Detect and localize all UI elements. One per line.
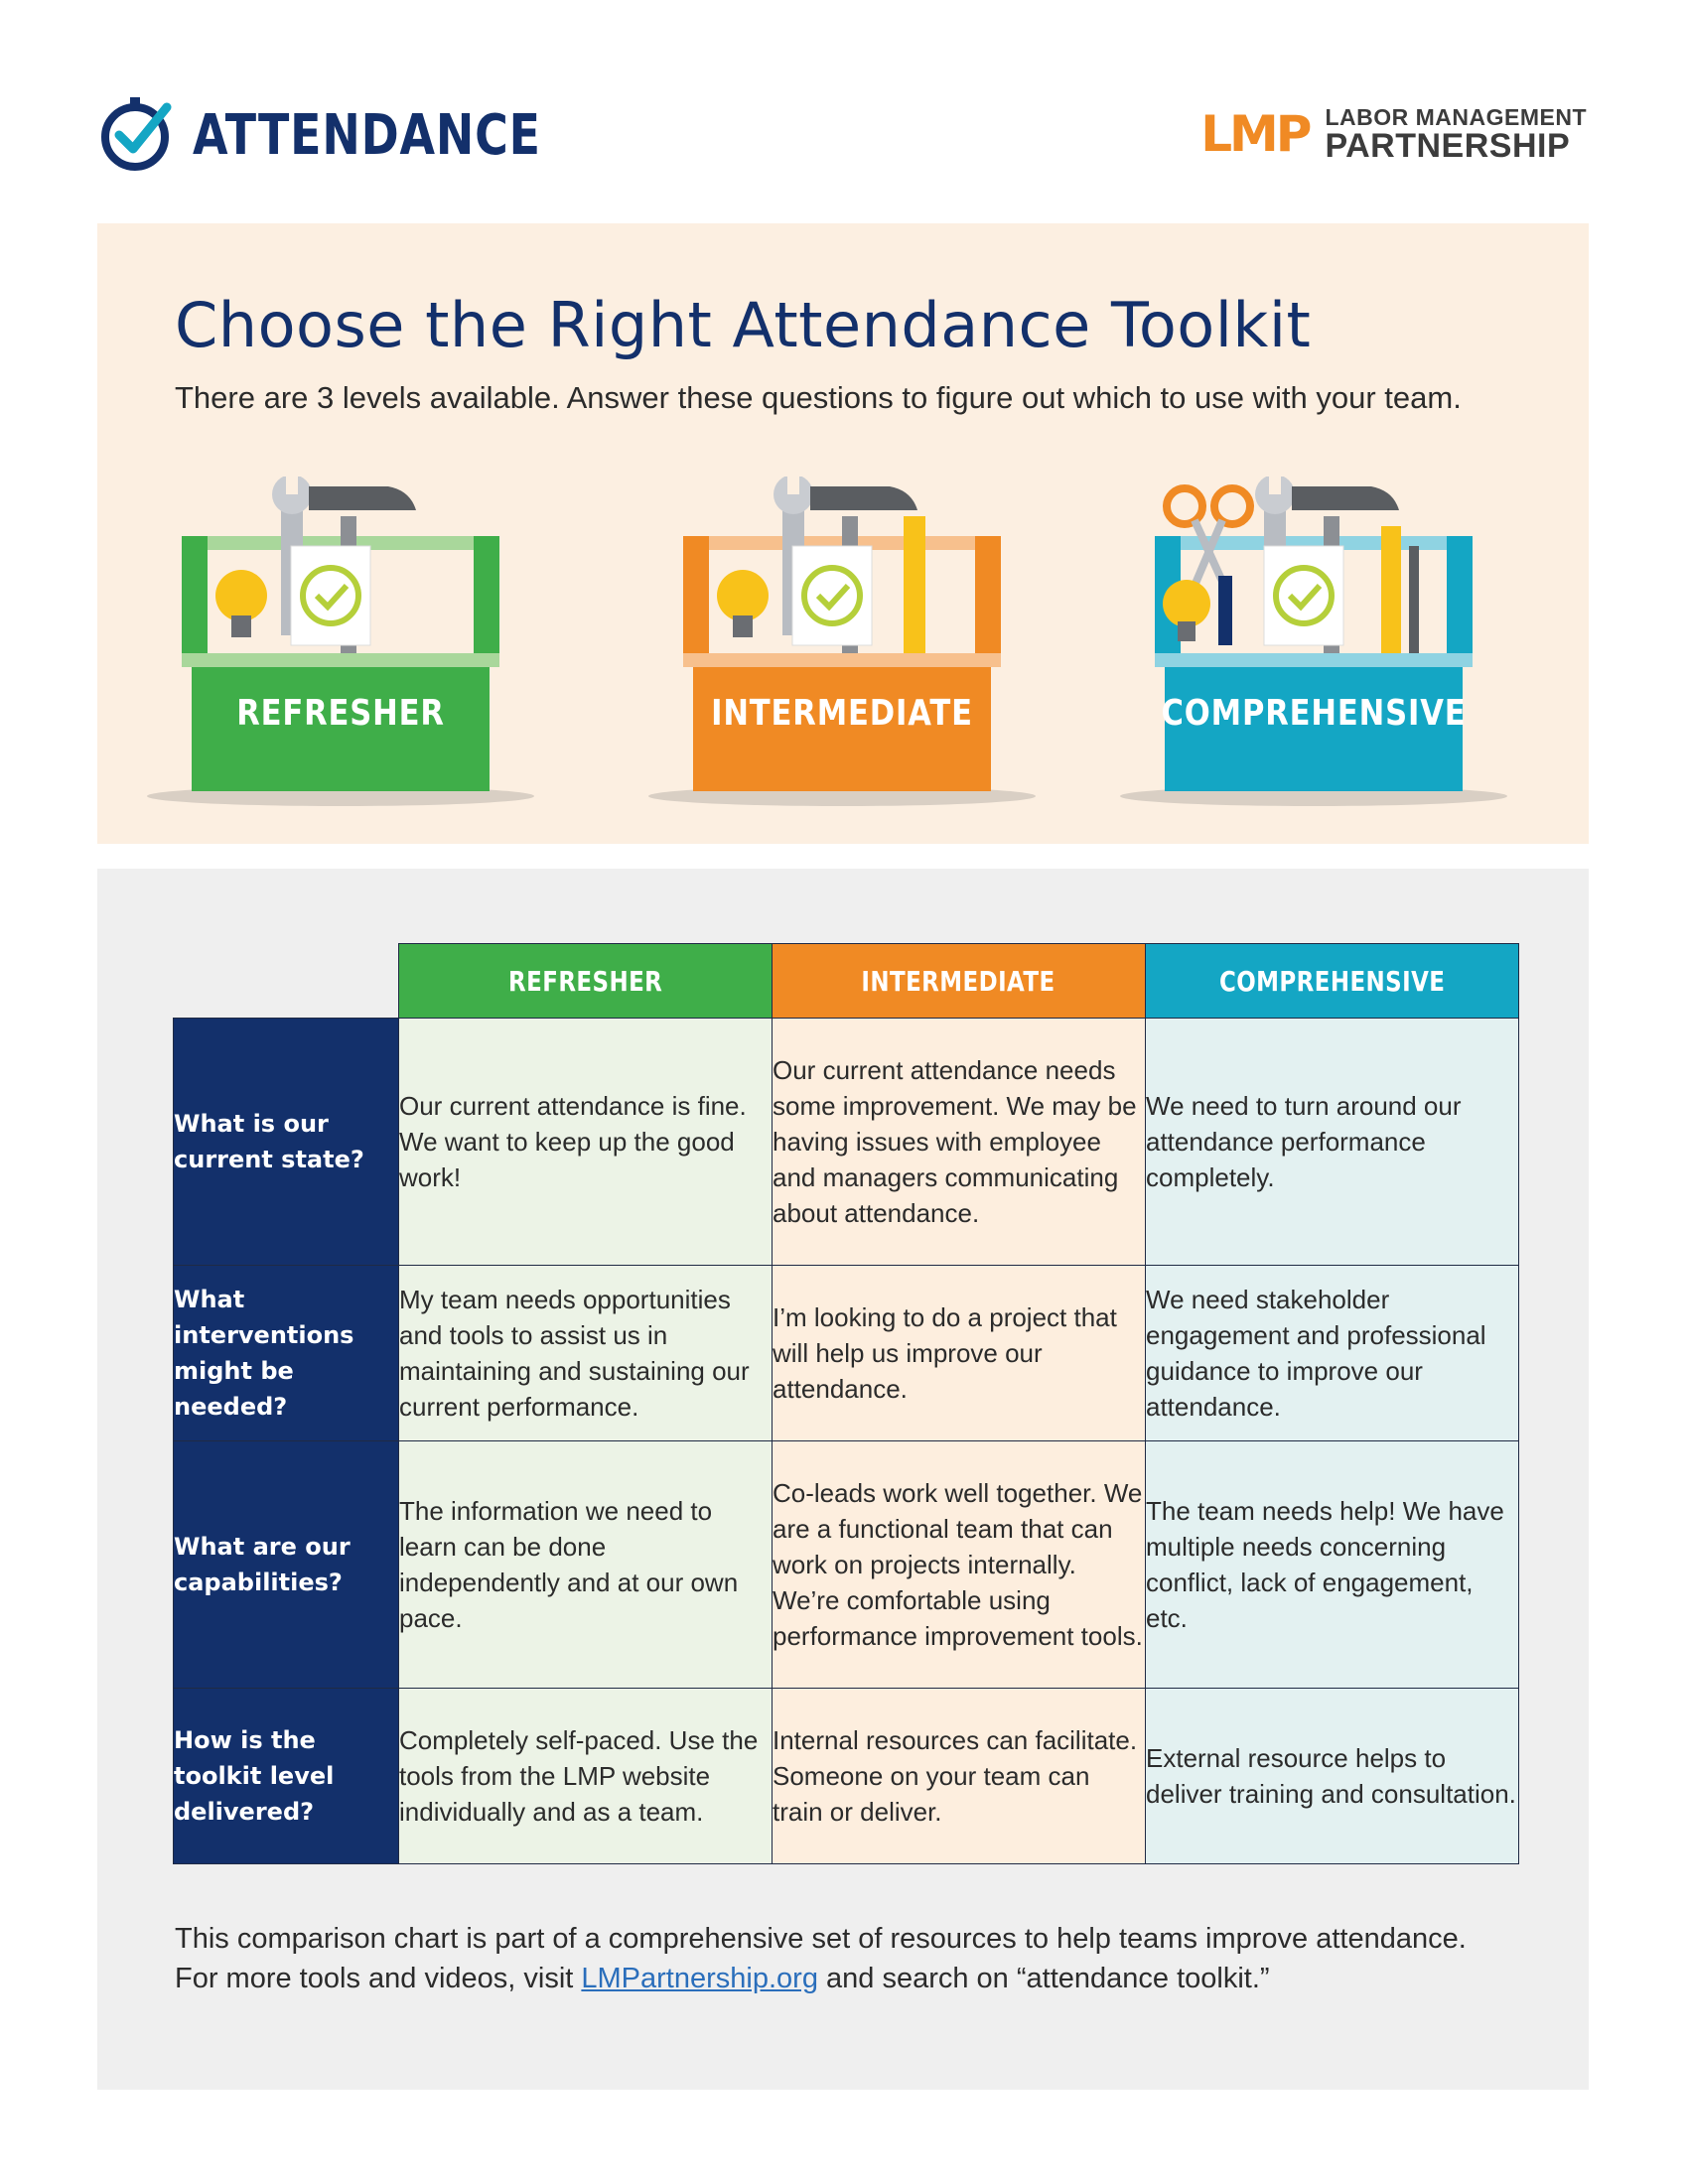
toolbox-comprehensive-icon: [1115, 477, 1512, 824]
page-subtitle: There are 3 levels available. Answer these questions to figure out which to use with your team.: [175, 380, 1462, 415]
lmp-mark: LMP: [1200, 105, 1310, 163]
table-cell: Our current attendance needs some improvement. We may be having issues with employee and managers communicating about attendance.: [773, 1019, 1146, 1266]
column-header-label: COMPREHENSIVE: [1218, 964, 1446, 998]
table-cell: The team needs help! We have multiple needs concerning conflict, lack of engagement, etc.: [1146, 1441, 1519, 1689]
toolbox-refresher-icon: [142, 477, 539, 824]
column-header-label: REFRESHER: [507, 964, 663, 998]
lmp-logo: [1200, 105, 1587, 163]
row-question: What is our current state?: [174, 1019, 399, 1266]
lmp-line1: LABOR MANAGEMENT: [1325, 103, 1587, 130]
attendance-logo: [97, 95, 618, 175]
table-cell: Co-leads work well together. We are a functional team that can work on projects internally. We’re comfortable using performance improvement tools.: [773, 1441, 1146, 1689]
hero-panel: [97, 223, 1589, 844]
toolbox-intermediate: [643, 477, 1041, 824]
table-cell: External resource helps to deliver training and consultation.: [1146, 1689, 1519, 1864]
lmp-website-link[interactable]: LMPartnership.org: [581, 1963, 818, 1994]
footer-note: [175, 1919, 1467, 1998]
table-corner: [174, 944, 399, 1019]
column-header-comprehensive: [1146, 944, 1519, 1019]
table-row: [174, 1441, 1519, 1689]
lmp-wordmark: [1325, 103, 1587, 165]
footer-line2-start: For more tools and videos, visit: [175, 1963, 582, 1994]
page-title: Choose the Right Attendance Toolkit: [175, 289, 1312, 361]
table-cell: Internal resources can facilitate. Someone on your team can train or deliver.: [773, 1689, 1146, 1864]
table-cell: The information we need to learn can be done independently and at our own pace.: [399, 1441, 773, 1689]
column-header-label: INTERMEDIATE: [861, 964, 1056, 998]
toolbox-comprehensive-label: COMPREHENSIVE: [1161, 693, 1467, 734]
table-cell: We need to turn around our attendance performance completely.: [1146, 1019, 1519, 1266]
clock-check-icon: [97, 95, 177, 175]
toolbox-comprehensive: [1115, 477, 1512, 824]
brand-name: ATTENDANCE: [193, 102, 541, 168]
page-header: [97, 91, 1587, 181]
column-header-intermediate: [773, 944, 1146, 1019]
row-question: What interventions might be needed?: [174, 1266, 399, 1441]
footer-line1: This comparison chart is part of a comprehensive set of resources to help teams improve attendance.: [175, 1923, 1467, 1955]
column-header-refresher: [399, 944, 773, 1019]
table-row: [174, 1266, 1519, 1441]
toolbox-refresher: [142, 477, 539, 824]
table-cell: Completely self-paced. Use the tools from the LMP website individually and as a team.: [399, 1689, 773, 1864]
comparison-table: [173, 943, 1519, 1864]
toolbox-refresher-label: REFRESHER: [236, 693, 445, 734]
table-row: [174, 1019, 1519, 1266]
table-cell: I’m looking to do a project that will help us improve our attendance.: [773, 1266, 1146, 1441]
table-row: [174, 1689, 1519, 1864]
toolbox-intermediate-icon: [643, 477, 1041, 824]
row-question: How is the toolkit level delivered?: [174, 1689, 399, 1864]
toolbox-intermediate-label: INTERMEDIATE: [711, 693, 973, 734]
table-cell: We need stakeholder engagement and professional guidance to improve our attendance.: [1146, 1266, 1519, 1441]
table-cell: Our current attendance is fine. We want to keep up the good work!: [399, 1019, 773, 1266]
lmp-line2: PARTNERSHIP: [1325, 126, 1571, 165]
comparison-panel: [97, 869, 1589, 2090]
footer-line2-end: and search on “attendance toolkit.”: [817, 1963, 1270, 1994]
table-cell: My team needs opportunities and tools to assist us in maintaining and sustaining our current performance.: [399, 1266, 773, 1441]
row-question: What are our capabilities?: [174, 1441, 399, 1689]
